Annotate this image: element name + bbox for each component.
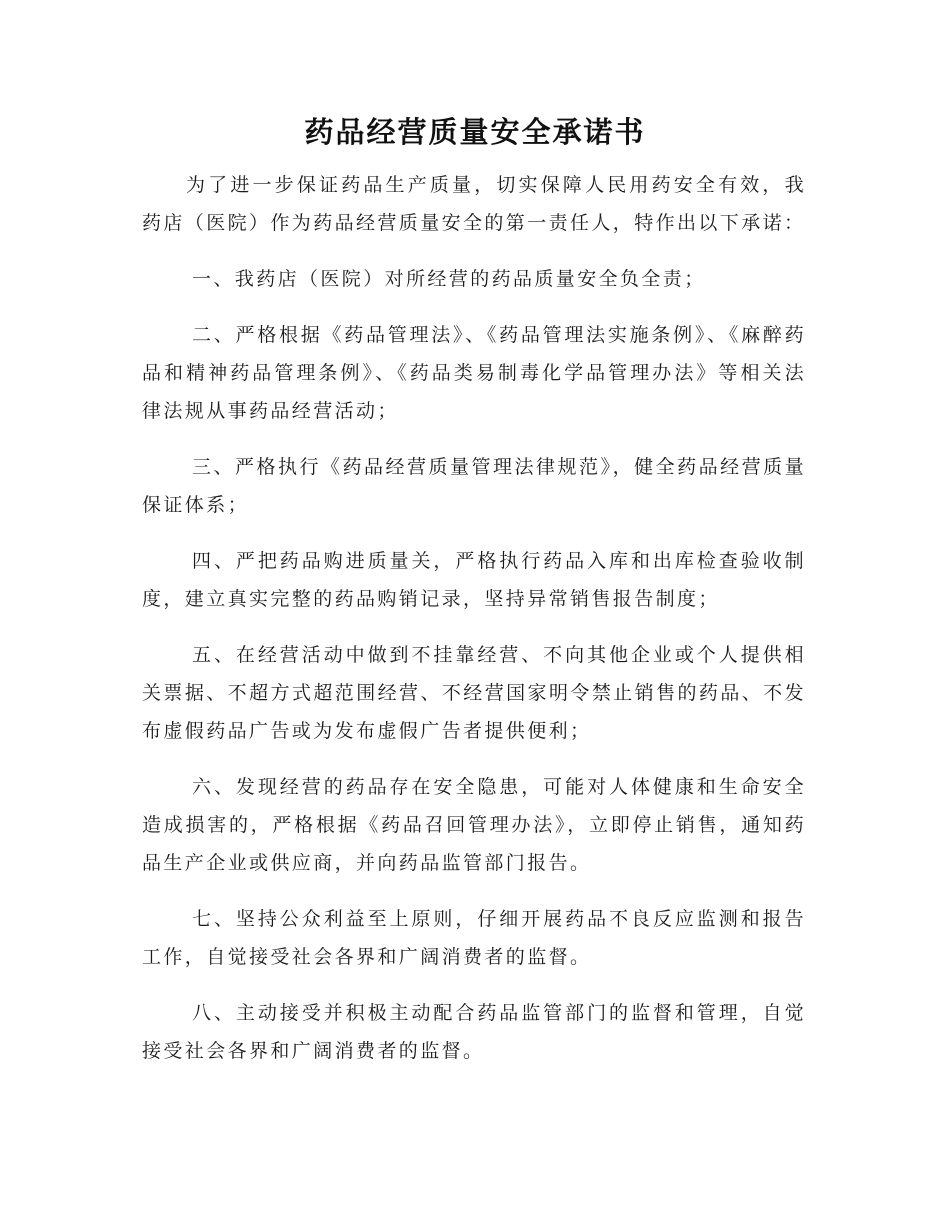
commitment-item-6: 六、发现经营的药品存在安全隐患，可能对人体健康和生命安全造成损害的，严格根据《药品召回管理办法》，立即停止销售，通知药品生产企业或供应商，并向药品监管部门报告。	[142, 776, 806, 874]
commitment-item-3: 三、严格执行《药品经营质量管理法律规范》，健全药品经营质量保证体系；	[142, 456, 806, 516]
document-body	[142, 166, 806, 1070]
intro-paragraph: 为了进一步保证药品生产质量，切实保障人民用药安全有效，我药店（医院）作为药品经营质量安全的第一责任人，特作出以下承诺：	[142, 174, 806, 234]
commitment-item-8: 八、主动接受并积极主动配合药品监管部门的监督和管理，自觉接受社会各界和广阔消费者的监督。	[142, 1002, 806, 1062]
commitment-item-1: 一、我药店（医院）对所经营的药品质量安全负全责；	[192, 268, 706, 290]
commitment-item-7: 七、坚持公众利益至上原则，仔细开展药品不良反应监测和报告工作，自觉接受社会各界和广阔消费者的监督。	[142, 908, 806, 968]
commitment-item-4: 四、严把药品购进质量关，严格执行药品入库和出库检查验收制度，建立真实完整的药品购销记录，坚持异常销售报告制度；	[142, 550, 806, 610]
commitment-item-5: 五、在经营活动中做到不挂靠经营、不向其他企业或个人提供相关票据、不超方式超范围经营、不经营国家明令禁止销售的药品、不发布虚假药品广告或为发布虚假广告者提供便利；	[142, 644, 806, 742]
commitment-item-2: 二、严格根据《药品管理法》、《药品管理法实施条例》、《麻醉药品和精神药品管理条例》、《药品类易制毒化学品管理办法》等相关法律法规从事药品经营活动；	[142, 324, 806, 422]
document-title: 药品经营质量安全承诺书	[304, 115, 646, 149]
